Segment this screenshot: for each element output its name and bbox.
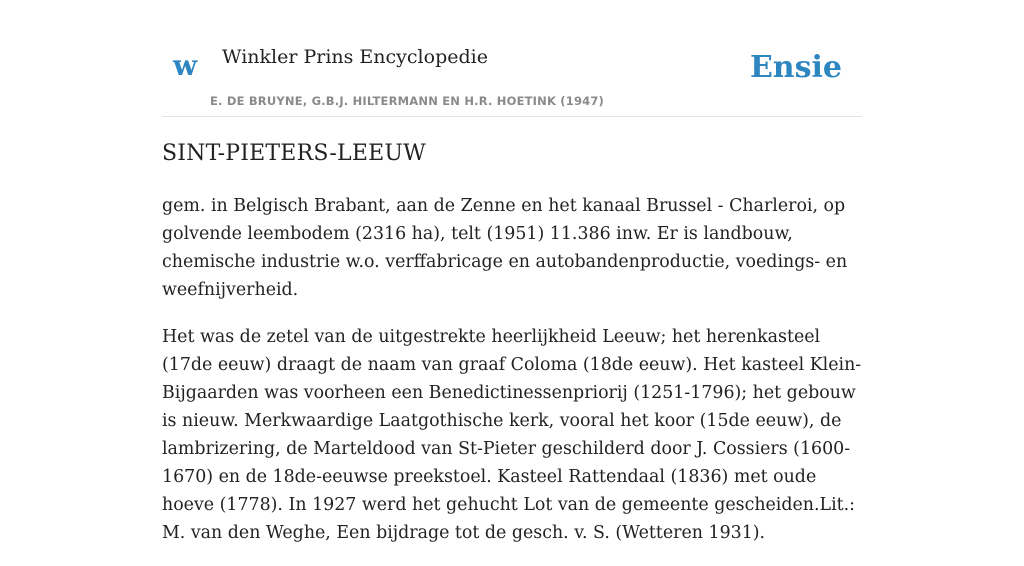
- article-headword: SINT-PIETERS-LEEUW: [162, 141, 426, 166]
- article-paragraph: gem. in Belgisch Brabant, aan de Zenne en het kanaal Brussel - Charleroi, op golvende leembodem (2316 ha), telt (1951) 11.386 inw. Er is landbouw, chemische industrie w.o. verffabricage en autobandenproductie, voedings- en weefnijverheid.: [162, 196, 848, 300]
- publication-authors: E. DE BRUYNE, G.B.J. HILTERMANN EN H.R. HOETINK (1947): [210, 94, 605, 108]
- header: [162, 38, 862, 117]
- publication-title[interactable]: Winkler Prins Encyclopedie: [222, 46, 488, 68]
- publication-logo[interactable]: w: [173, 49, 198, 82]
- article-body: [162, 192, 872, 566]
- ensie-logo[interactable]: Ensie: [749, 50, 842, 85]
- article-paragraph: Het was de zetel van de uitgestrekte heerlijkheid Leeuw; het herenkasteel (17de eeuw) draagt de naam van graaf Coloma (18de eeuw). Het kasteel Klein-Bijgaarden was voorheen een Benedictinessenpriorij (1251-1796); het gebouw is nieuw. Merkwaardige Laatgothische kerk, vooral het koor (15de eeuw), de lambrizering, de Marteldood van St-Pieter geschilderd door J. Cossiers (1600-1670) en de 18de-eeuwse preekstoel. Kasteel Rattendaal (1836) met oude hoeve (1778). In 1927 werd het gehucht Lot van de gemeente gescheiden.Lit.: M. van den Weghe, Een bijdrage tot de gesch. v. S. (Wetteren 1931).: [162, 327, 862, 543]
